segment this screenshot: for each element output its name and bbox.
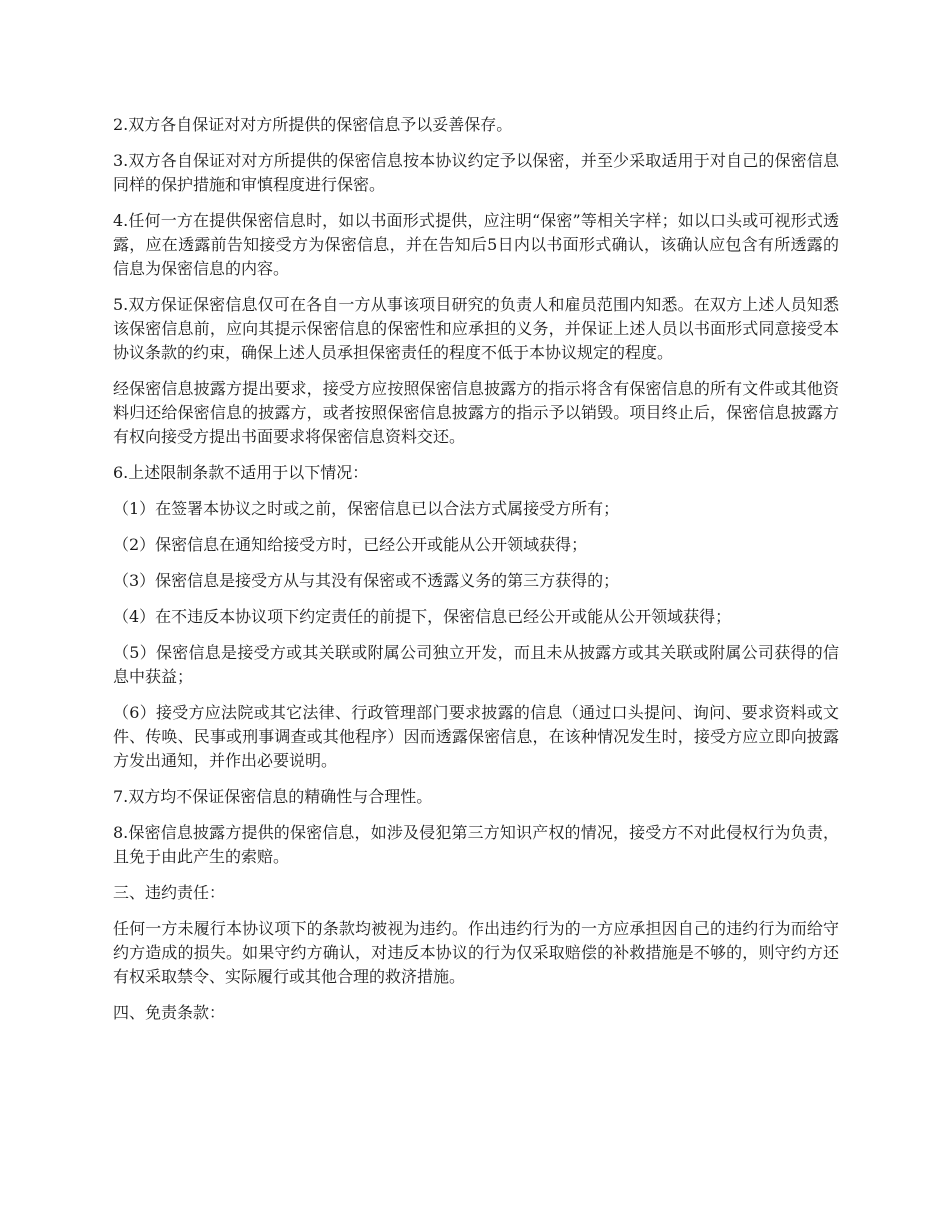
section-4-heading: 四、免责条款： <box>113 1003 226 1022</box>
document-page <box>113 113 839 1037</box>
clause-6-paragraph: 6.上述限制条款不适用于以下情况： <box>113 463 369 482</box>
clause-2-paragraph: 2.双方各自保证对对方所提供的保密信息予以妥善保存。 <box>113 115 513 134</box>
exception-item-2: （2）保密信息在通知给接受方时，已经公开或能从公开领域获得； <box>113 535 588 554</box>
exception-item-4: （4）在不违反本协议项下约定责任的前提下，保密信息已经公开或能从公开领域获得； <box>113 607 732 626</box>
exception-item-5: （5）保密信息是接受方或其关联或附属公司独立开发，而且未从披露方或其关联或附属公司获得的信息中获益； <box>113 643 839 686</box>
section-3-heading: 三、违约责任： <box>113 883 226 902</box>
clause-4-paragraph: 4.任何一方在提供保密信息时，如以书面形式提供，应注明“保密”等相关字样；如以口头或可视形式透露，应在透露前告知接受方为保密信息，并在告知后5日内以书面形式确认，该确认应包含有所透露的信息为保密信息的内容。 <box>113 211 839 278</box>
return-or-destroy-paragraph: 经保密信息披露方提出要求，接受方应按照保密信息披露方的指示将含有保密信息的所有文件或其他资料归还给保密信息的披露方，或者按照保密信息披露方的指示予以销毁。项目终止后，保密信息披露方有权向接受方提出书面要求将保密信息资料交还。 <box>113 379 839 446</box>
clause-3-paragraph: 3.双方各自保证对对方所提供的保密信息按本协议约定予以保密，并至少采取适用于对自己的保密信息同样的保护措施和审慎程度进行保密。 <box>113 151 839 194</box>
clause-5-paragraph: 5.双方保证保密信息仅可在各自一方从事该项目研究的负责人和雇员范围内知悉。在双方上述人员知悉该保密信息前，应向其提示保密信息的保密性和应承担的义务，并保证上述人员以书面形式同意接受本协议条款的约束，确保上述人员承担保密责任的程度不低于本协议规定的程度。 <box>113 295 839 362</box>
exception-item-3: （3）保密信息是接受方从与其没有保密或不透露义务的第三方获得的； <box>113 571 620 590</box>
exception-item-1: （1）在签署本协议之时或之前，保密信息已以合法方式属接受方所有； <box>113 499 620 518</box>
exception-item-6: （6）接受方应法院或其它法律、行政管理部门要求披露的信息（通过口头提问、询问、要求资料或文件、传唤、民事或刑事调查或其他程序）因而透露保密信息，在该种情况发生时，接受方应立即向披露方发出通知，并作出必要说明。 <box>113 703 839 770</box>
clause-7-paragraph: 7.双方均不保证保密信息的精确性与合理性。 <box>113 787 433 806</box>
clause-8-paragraph: 8.保密信息披露方提供的保密信息，如涉及侵犯第三方知识产权的情况，接受方不对此侵权行为负责，且免于由此产生的索赔。 <box>113 823 839 866</box>
breach-liability-paragraph: 任何一方未履行本协议项下的条款均被视为违约。作出违约行为的一方应承担因自己的违约行为而给守约方造成的损失。如果守约方确认，对违反本协议的行为仅采取赔偿的补救措施是不够的，则守约方还有权采取禁令、实际履行或其他合理的救济措施。 <box>113 919 839 986</box>
